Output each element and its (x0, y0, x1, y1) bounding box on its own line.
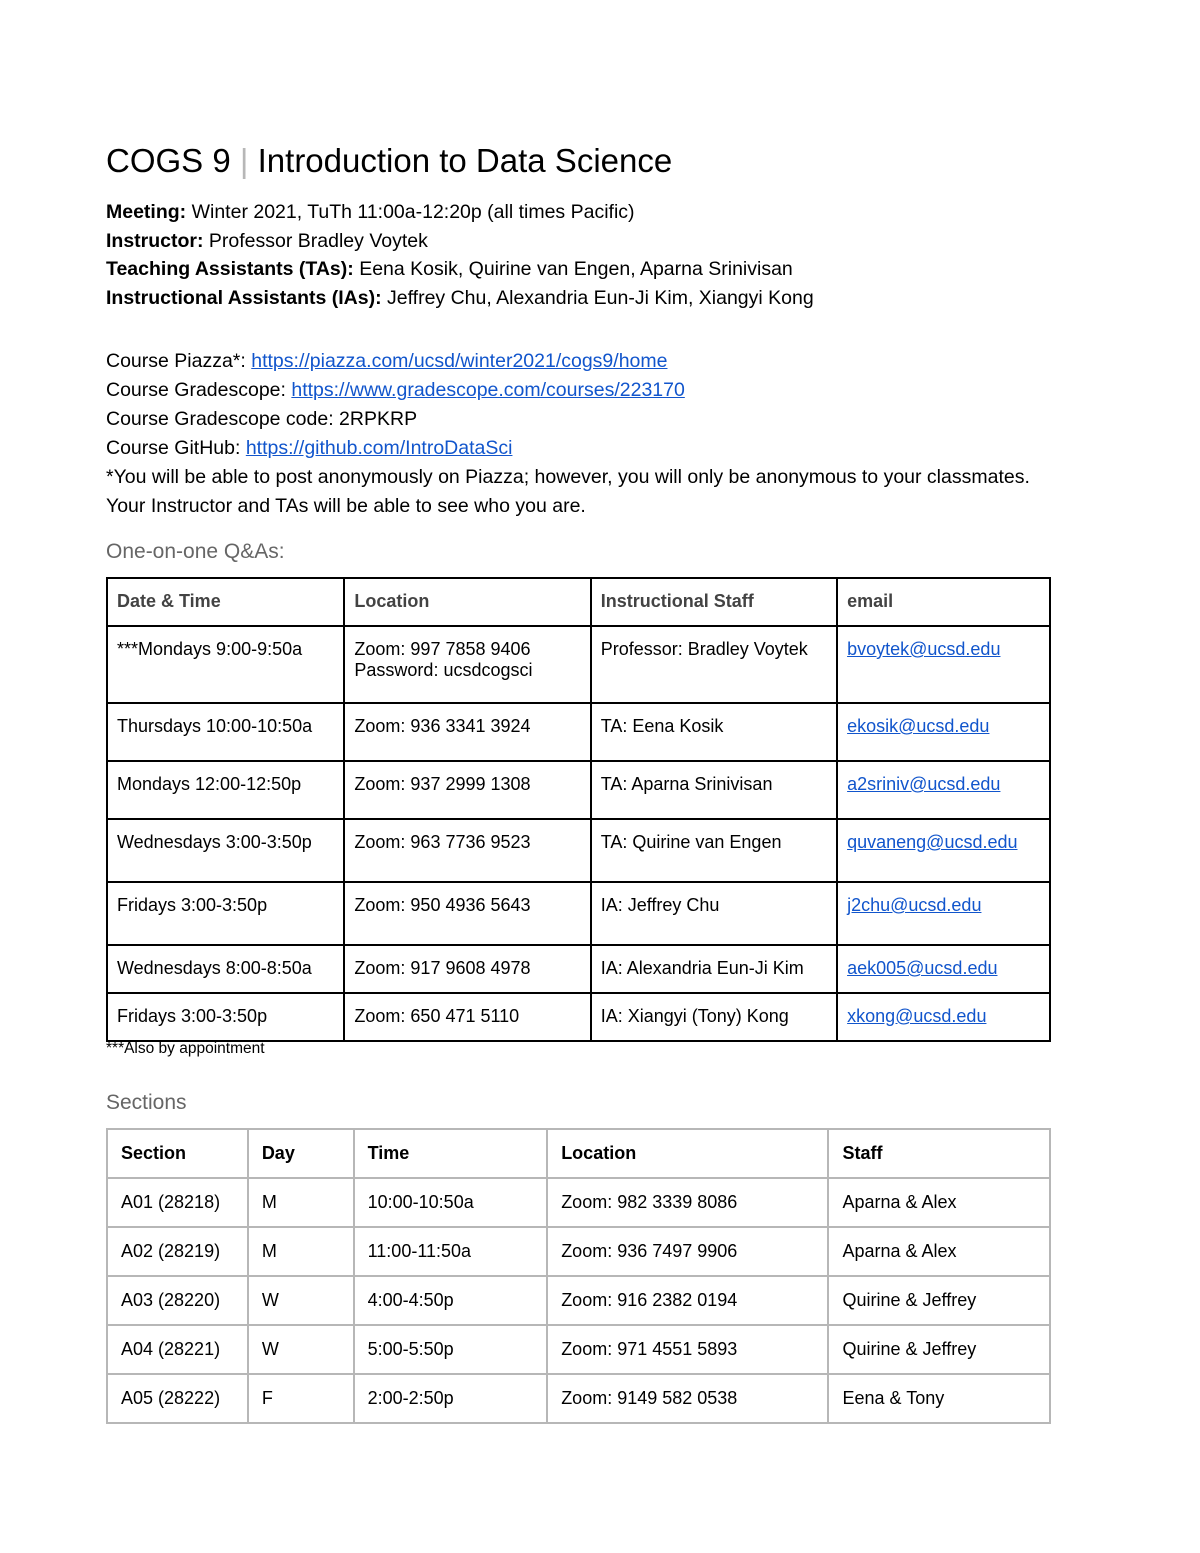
section-cell-time: 2:00-2:50p (354, 1374, 548, 1423)
tas-value: Eena Kosik, Quirine van Engen, Aparna Srinivisan (359, 258, 793, 280)
instructor-label: Instructor: (106, 229, 204, 252)
table-row (107, 882, 1050, 945)
gradescope-label: Course Gradescope: (106, 379, 286, 401)
section-cell-day: M (248, 1178, 354, 1227)
qa-cell-time: Mondays 12:00-12:50p (107, 761, 344, 819)
qa-table (106, 577, 1051, 1042)
qa-cell-time: Wednesdays 3:00-3:50p (107, 819, 344, 882)
section-cell-id: A04 (28221) (107, 1325, 248, 1374)
course-name: Introduction to Data Science (257, 142, 673, 179)
email-link[interactable]: aek005@ucsd.edu (847, 958, 998, 978)
section-cell-location: Zoom: 936 7497 9906 (547, 1227, 828, 1276)
sections-header-location: Location (547, 1129, 828, 1178)
section-cell-id: A05 (28222) (107, 1374, 248, 1423)
sections-header-staff: Staff (828, 1129, 1050, 1178)
section-cell-staff: Quirine & Jeffrey (828, 1276, 1050, 1325)
qa-heading: One-on-one Q&As: (106, 540, 285, 563)
section-cell-time: 4:00-4:50p (354, 1276, 548, 1325)
qa-cell-staff: IA: Alexandria Eun-Ji Kim (591, 945, 837, 993)
sections-header-row (107, 1129, 1050, 1178)
section-cell-id: A03 (28220) (107, 1276, 248, 1325)
qa-cell-time: Wednesdays 8:00-8:50a (107, 945, 344, 993)
qa-cell-time: Fridays 3:00-3:50p (107, 993, 344, 1041)
qa-cell-location: Zoom: 963 7736 9523 (344, 819, 590, 882)
section-cell-day: F (248, 1374, 354, 1423)
piazza-label: Course Piazza*: (106, 350, 246, 372)
qa-cell-location: Zoom: 936 3341 3924 (344, 703, 590, 761)
section-cell-location: Zoom: 9149 582 0538 (547, 1374, 828, 1423)
table-row (107, 761, 1050, 819)
meeting-value: Winter 2021, TuTh 11:00a-12:20p (all times Pacific) (191, 201, 635, 223)
qa-cell-location: Zoom: 650 471 5110 (344, 993, 590, 1041)
qa-header-row (107, 578, 1050, 626)
section-cell-staff: Aparna & Alex (828, 1178, 1050, 1227)
qa-cell-staff: Professor: Bradley Voytek (591, 626, 837, 703)
qa-header-location: Location (344, 578, 590, 626)
table-row (107, 819, 1050, 882)
table-row (107, 993, 1050, 1041)
title-separator: | (239, 142, 249, 179)
section-cell-time: 11:00-11:50a (354, 1227, 548, 1276)
ias-value: Jeffrey Chu, Alexandria Eun-Ji Kim, Xiangyi Kong (387, 286, 814, 309)
qa-cell-staff: IA: Jeffrey Chu (591, 882, 837, 945)
github-label: Course GitHub: (106, 437, 241, 459)
table-row (107, 1374, 1050, 1423)
qa-header-staff: Instructional Staff (591, 578, 837, 626)
qa-cell-staff: IA: Xiangyi (Tony) Kong (591, 993, 837, 1041)
section-cell-id: A02 (28219) (107, 1227, 248, 1276)
section-cell-staff: Aparna & Alex (828, 1227, 1050, 1276)
section-cell-location: Zoom: 982 3339 8086 (547, 1178, 828, 1227)
section-cell-time: 5:00-5:50p (354, 1325, 548, 1374)
document-page (106, 138, 1066, 1408)
sections-header-section: Section (107, 1129, 248, 1178)
course-links (106, 347, 1066, 521)
sections-table (106, 1128, 1051, 1424)
section-cell-staff: Eena & Tony (828, 1374, 1050, 1423)
qa-cell-time: ***Mondays 9:00-9:50a (107, 626, 344, 703)
qa-cell-location: Zoom: 950 4936 5643 (344, 882, 590, 945)
table-row (107, 1325, 1050, 1374)
table-row (107, 626, 1050, 703)
qa-cell-location: Zoom: 937 2999 1308 (344, 761, 590, 819)
sections-heading: Sections (106, 1091, 187, 1114)
table-row (107, 1276, 1050, 1325)
qa-header-email: email (837, 578, 1050, 626)
zoom-id: Zoom: 997 7858 9406 (354, 639, 531, 659)
qa-cell-staff: TA: Quirine van Engen (591, 819, 837, 882)
table-row (107, 1227, 1050, 1276)
email-link[interactable]: j2chu@ucsd.edu (847, 895, 982, 915)
section-cell-day: W (248, 1325, 354, 1374)
qa-cell-time: Fridays 3:00-3:50p (107, 882, 344, 945)
piazza-link[interactable]: https://piazza.com/ucsd/winter2021/cogs9/home (251, 350, 668, 372)
piazza-note: *You will be able to post anonymously on Piazza; however, you will only be anonymous to your classmates. Your Instructor and TAs will be able to see who you are. (106, 466, 1030, 517)
email-link[interactable]: a2sriniv@ucsd.edu (847, 774, 1001, 794)
github-link[interactable]: https://github.com/IntroDataSci (245, 437, 513, 459)
course-code: COGS 9 (106, 142, 231, 179)
course-meta (106, 198, 1066, 312)
meeting-label: Meeting: (106, 201, 187, 223)
email-link[interactable]: bvoytek@ucsd.edu (847, 639, 1001, 659)
qa-cell-time: Thursdays 10:00-10:50a (107, 703, 344, 761)
ias-label: Instructional Assistants (IAs): (106, 286, 382, 309)
section-cell-location: Zoom: 916 2382 0194 (547, 1276, 828, 1325)
gradescope-link[interactable]: https://www.gradescope.com/courses/223170 (291, 379, 685, 401)
table-row (107, 1178, 1050, 1227)
qa-header-date: Date & Time (107, 578, 344, 626)
qa-cell-location: Zoom: 917 9608 4978 (344, 945, 590, 993)
tas-label: Teaching Assistants (TAs): (106, 258, 354, 280)
sections-header-time: Time (354, 1129, 548, 1178)
section-cell-day: W (248, 1276, 354, 1325)
qa-cell-staff: TA: Eena Kosik (591, 703, 837, 761)
section-cell-id: A01 (28218) (107, 1178, 248, 1227)
zoom-password: Password: ucsdcogsci (354, 660, 533, 680)
email-link[interactable]: xkong@ucsd.edu (847, 1006, 987, 1026)
email-link[interactable]: quvaneng@ucsd.edu (847, 832, 1018, 852)
section-cell-location: Zoom: 971 4551 5893 (547, 1325, 828, 1374)
email-link[interactable]: ekosik@ucsd.edu (847, 716, 990, 736)
instructor-value: Professor Bradley Voytek (208, 229, 428, 252)
qa-cell-location (344, 626, 590, 703)
section-cell-day: M (248, 1227, 354, 1276)
sections-header-day: Day (248, 1129, 354, 1178)
table-row (107, 945, 1050, 993)
section-cell-staff: Quirine & Jeffrey (828, 1325, 1050, 1374)
page-title (106, 138, 1066, 184)
gradescope-code: Course Gradescope code: 2RPKRP (106, 408, 418, 430)
table-row (107, 703, 1050, 761)
section-cell-time: 10:00-10:50a (354, 1178, 548, 1227)
qa-cell-staff: TA: Aparna Srinivisan (591, 761, 837, 819)
appointment-footnote: ***Also by appointment (106, 1040, 265, 1057)
